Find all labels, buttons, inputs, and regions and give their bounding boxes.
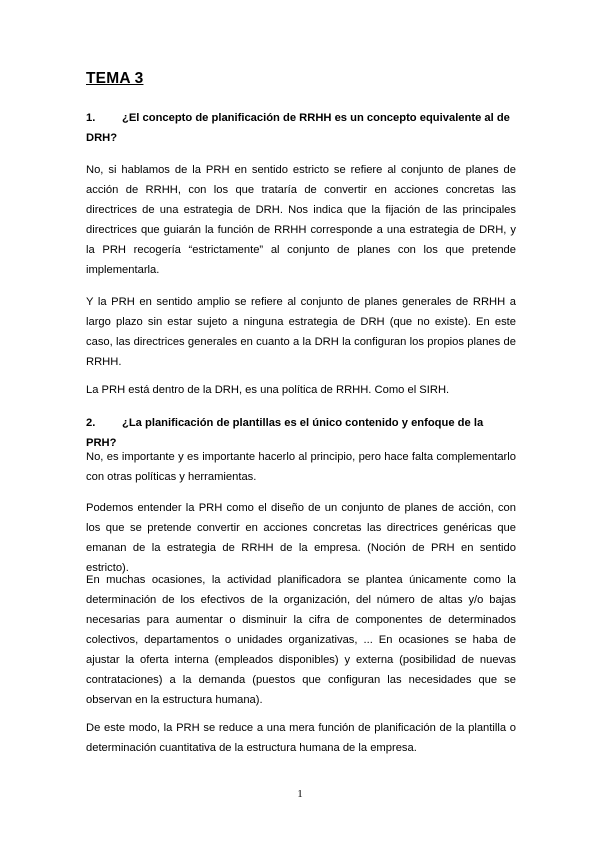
- question-2-number: 2.: [86, 417, 96, 429]
- paragraph-2: Y la PRH en sentido amplio se refiere al conjunto de planes generales de RRHH a largo plazo sin estar sujeto a ninguna estrategia de DRH (que no existe). En este caso, las directrices generales en cuanto a la DRH la configuran los propios planes de RRHH.: [86, 296, 516, 368]
- paragraph-3: La PRH está dentro de la DRH, es una política de RRHH. Como el SIRH.: [86, 384, 450, 396]
- question-1-number: 1.: [86, 112, 96, 124]
- page-title: TEMA 3: [86, 70, 144, 87]
- paragraph-5: Podemos entender la PRH como el diseño de un conjunto de planes de acción, con los que se pretende convertir en acciones concretas las directrices genéricas que emanan de la estrategia de RRHH de la empresa. (Noción de PRH en sentido estricto).: [86, 502, 516, 574]
- question-1: [86, 108, 516, 148]
- question-2-text: ¿La planificación de plantillas es el único contenido y enfoque de la PRH?: [86, 417, 484, 449]
- page-number: 1: [297, 788, 303, 800]
- paragraph-1: No, si hablamos de la PRH en sentido estricto se refiere al conjunto de planes de acción de RRHH, con los que trataría de convertir en acciones concretas las directrices de una estrategia de DRH. Nos indica que la fijación de las principales directrices que guiarán la función de RRHH corresponde a una estrategia de DRH, y la PRH recogería “estrictamente” al conjunto de planes con los que pretende implementarla.: [86, 164, 516, 276]
- paragraph-6: En muchas ocasiones, la actividad planificadora se plantea únicamente como la determinación de los efectivos de la organización, del número de altas y/o bajas necesarias para aumentar o disminuir la cifra de componentes de determinados colectivos, departamentos o unidades organizativas, ... En ocasiones se haba de ajustar la oferta interna (empleados disponibles) y externa (posibilidad de nuevas contrataciones) a la demanda (puestos que configuran las necesidades que se observan en la estructura humana).: [86, 574, 516, 706]
- paragraph-4: No, es importante y es importante hacerlo al principio, pero hace falta complementarlo con otras políticas y herramientas.: [86, 451, 516, 483]
- question-1-text: ¿El concepto de planificación de RRHH es un concepto equivalente al de DRH?: [86, 112, 510, 144]
- paragraph-7: De este modo, la PRH se reduce a una mera función de planificación de la plantilla o determinación cuantitativa de la estructura humana de la empresa.: [86, 722, 516, 754]
